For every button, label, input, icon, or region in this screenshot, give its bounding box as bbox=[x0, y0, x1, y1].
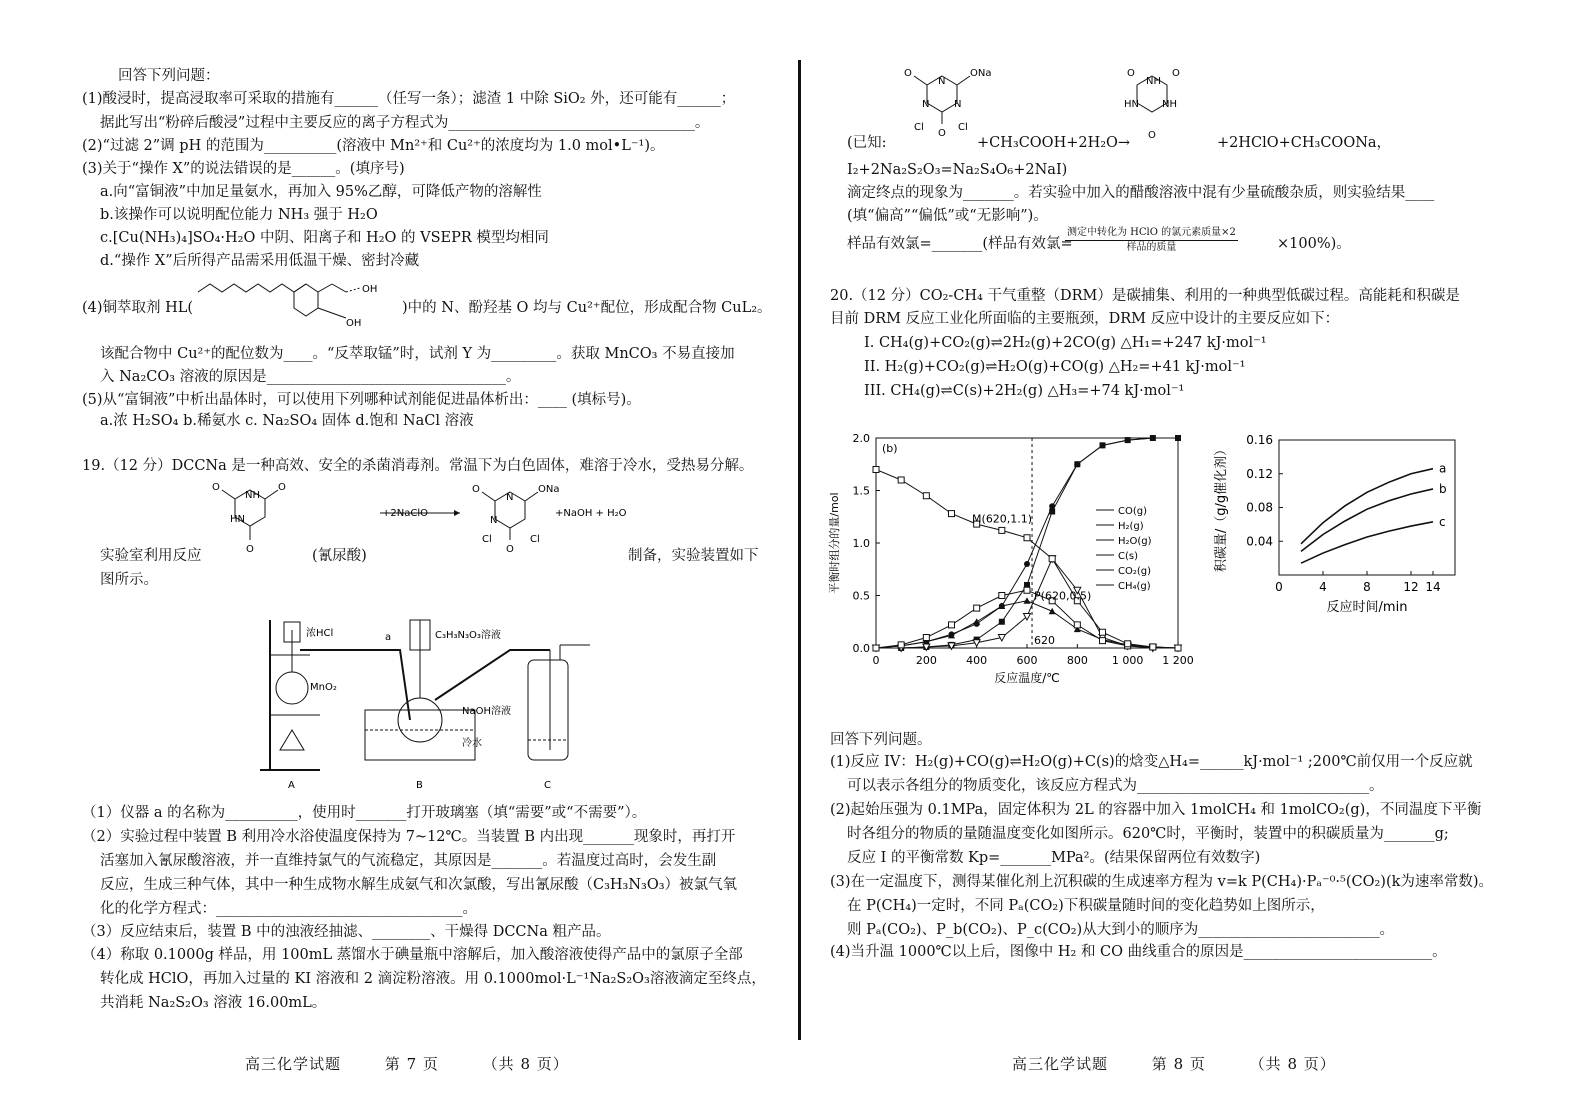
data-point bbox=[1100, 638, 1106, 644]
equilibrium-chart bbox=[824, 428, 1194, 700]
svg-text:O: O bbox=[278, 482, 286, 493]
data-point bbox=[1024, 561, 1030, 567]
footer-total: （共 8 页） bbox=[1249, 1055, 1336, 1073]
q5-text: (5)从“富铜液”中析出晶体时，可以使用下列哪种试剂能促进晶体析出：____ (填标号)。 bbox=[82, 392, 641, 408]
naoh-solution-label: NaOH溶液 bbox=[462, 706, 511, 717]
y-tick-label: 0.12 bbox=[1246, 466, 1273, 481]
label-c: C bbox=[544, 780, 551, 791]
data-point bbox=[1100, 442, 1106, 448]
data-point bbox=[1100, 629, 1106, 635]
eff-denominator: 样品的质量 bbox=[1126, 242, 1177, 253]
svg-text:Cl: Cl bbox=[530, 534, 540, 545]
footer-page: 第 8 页 bbox=[1151, 1055, 1206, 1073]
a1-line2: 可以表示各组分的物质变化，该反应方程式为________________________________。 bbox=[847, 778, 1384, 794]
reaction-3: III. CH₄(g)⇌C(s)+2H₂(g) △H₃=+74 kJ·mol⁻¹ bbox=[864, 383, 1185, 399]
data-point bbox=[1074, 461, 1080, 467]
s4-line3: 共消耗 Na₂S₂O₃ 溶液 16.00mL。 bbox=[100, 995, 327, 1011]
q3-option-c: c.[Cu(NH₃)₄]SO₄·H₂O 中阴、阳离子和 H₂O 的 VSEPR 模型均相同 bbox=[100, 230, 549, 246]
reaction-1: I. CH₄(g)+CO₂(g)⇌2H₂(g)+2CO(g) △H₁=+247 kJ·mol⁻¹ bbox=[864, 335, 1267, 351]
q19-fig-text: 图所示。 bbox=[100, 572, 158, 588]
series-line-2 bbox=[876, 601, 1178, 648]
y-tick-label: 1.0 bbox=[852, 537, 870, 550]
data-point bbox=[1049, 503, 1055, 509]
dcc-reaction-scheme bbox=[210, 478, 640, 558]
mno2-label: MnO₂ bbox=[310, 682, 337, 693]
data-point bbox=[898, 477, 904, 483]
funnel-a-label: a bbox=[385, 632, 392, 643]
y-tick-label: 2.0 bbox=[852, 432, 870, 445]
q2-text: (2)“过滤 2”调 pH 的范围为__________(溶液中 Mn²⁺和 Cu²⁺的浓度均为 1.0 mol•L⁻¹)。 bbox=[82, 138, 665, 154]
known-structures bbox=[892, 62, 1212, 142]
data-point bbox=[873, 467, 879, 473]
iodine-eq: I₂+2Na₂S₂O₃=Na₂S₄O₆+2NaI) bbox=[847, 162, 1068, 178]
q4-pre: (4)铜萃取剂 HL( bbox=[82, 300, 194, 316]
svg-text:O: O bbox=[246, 544, 254, 555]
data-point bbox=[999, 527, 1005, 533]
footer-total: （共 8 页） bbox=[482, 1055, 569, 1073]
s4-line2: 转化成 HClO，再加入过量的 KI 溶液和 2 滴淀粉溶液。用 0.1000mol·L⁻¹Na₂S₂O₃溶液滴定至终点， bbox=[100, 971, 766, 987]
series-label-b: b bbox=[1439, 481, 1447, 496]
q19-prep-b: (氰尿酸) bbox=[312, 548, 367, 564]
svg-text:OH: OH bbox=[362, 284, 378, 295]
svg-text:O: O bbox=[904, 68, 912, 79]
data-point bbox=[999, 593, 1005, 599]
y-tick-label: 0.5 bbox=[852, 589, 870, 603]
a2-line2: 时各组分的物质的量随温度变化如图所示。620℃时，平衡时，装置中的积碳质量为_______g; bbox=[847, 826, 1449, 842]
cold-water-label: 冷水 bbox=[462, 738, 482, 749]
svg-text:O: O bbox=[1172, 68, 1180, 79]
annotation: P(620,0.5) bbox=[1034, 589, 1092, 603]
page-8 bbox=[802, 0, 1587, 1115]
data-point bbox=[1150, 644, 1156, 650]
y-axis-label: 平衡时组分的量/mol bbox=[828, 492, 841, 594]
data-point bbox=[1074, 622, 1080, 628]
eff-fraction bbox=[1065, 226, 1238, 255]
svg-text:O: O bbox=[472, 484, 480, 495]
x-tick-label: 4 bbox=[1319, 580, 1327, 594]
chart-title: (b) bbox=[882, 442, 898, 455]
data-point bbox=[1150, 435, 1156, 441]
a3-line1: (3)在一定温度下，测得某催化剂上沉积碳的生成速率方程为 v=k P(CH₄)·Pₐ⁻⁰·⁵(CO₂)(k为速率常数)。 bbox=[830, 874, 1494, 890]
q3-option-a: a.向“富铜液”中加足量氨水，再加入 95%乙醇，可降低产物的溶解性 bbox=[100, 184, 542, 200]
answer-intro: 回答下列问题。 bbox=[830, 732, 932, 748]
data-point bbox=[1125, 641, 1131, 647]
s2-line3: 反应，生成三种气体，其中一种生成物水解生成氨气和次氯酸，写出氰尿酸（C₃H₃N₃O₃）被氯气氧 bbox=[100, 877, 738, 893]
svg-text:O: O bbox=[1148, 130, 1156, 141]
footer-page: 第 7 页 bbox=[384, 1055, 439, 1073]
a3-line3: 则 Pₐ(CO₂)、P_b(CO₂)、P_c(CO₂)从大到小的顺序为_________________________。 bbox=[847, 922, 1394, 938]
q19-prep-a: 实验室利用反应 bbox=[100, 548, 202, 564]
known-mid: +CH₃COOH+2H₂O→ bbox=[977, 135, 1131, 151]
svg-text:Cl: Cl bbox=[914, 122, 924, 133]
s4-line1: （4）称取 0.1000g 样品，用 100mL 蒸馏水于碘量瓶中溶解后，加入酸溶液使得产品中的氯原子全部 bbox=[82, 947, 743, 963]
y-tick-label: 0.04 bbox=[1246, 534, 1273, 549]
svg-text:N: N bbox=[490, 515, 498, 526]
data-point bbox=[1175, 645, 1181, 651]
footer-title: 高三化学试题 bbox=[1012, 1055, 1109, 1073]
x-tick-label: 0 bbox=[1275, 580, 1283, 594]
x-tick-label: 1 200 bbox=[1162, 654, 1194, 667]
footer-left bbox=[245, 1053, 607, 1074]
data-point bbox=[1024, 587, 1030, 593]
svg-text:N: N bbox=[506, 492, 514, 503]
legend-label: CO(g) bbox=[1118, 506, 1148, 517]
x-tick-label: 0 bbox=[872, 654, 880, 667]
y-tick-label: 0.16 bbox=[1246, 433, 1273, 447]
s2-line1: （2）实验过程中装置 B 利用冷水浴使温度保持为 7~12℃。当装置 B 内出现_______现象时，再打开 bbox=[82, 829, 736, 845]
data-point bbox=[923, 635, 929, 641]
data-point bbox=[923, 493, 929, 499]
legend-label: H₂(g) bbox=[1118, 521, 1144, 532]
q4-post: )中的 N、酚羟基 O 均与 Cu²⁺配位，形成配合物 CuL₂。 bbox=[402, 300, 772, 316]
known-pre: (已知: bbox=[847, 135, 887, 151]
label-b: B bbox=[416, 780, 423, 791]
x-axis-label: 反应时间/min bbox=[1326, 600, 1408, 615]
svg-text:Cl: Cl bbox=[482, 534, 492, 545]
y-tick-label: 1.5 bbox=[852, 484, 870, 498]
q1-line2: 据此写出“粉碎后酸浸”过程中主要反应的离子方程式为__________________________________。 bbox=[100, 115, 710, 131]
x-tick-label: 800 bbox=[1066, 654, 1088, 667]
eff-post: ×100%)。 bbox=[1277, 236, 1351, 252]
q20-line1: 20.（12 分）CO₂-CH₄ 干气重整（DRM）是碳捕集、利用的一种典型低碳过程。高能耗和积碳是 bbox=[830, 288, 1460, 304]
q20-line2: 目前 DRM 反应工业化所面临的主要瓶颈，DRM 反应中设计的主要反应如下： bbox=[830, 311, 1340, 327]
s3-text: （3）反应结束后，装置 B 中的浊液经抽滤、________、干燥得 DCCNa 粗产品。 bbox=[82, 924, 611, 940]
q19-prep-c: 制备，实验装置如下 bbox=[628, 548, 759, 564]
naclo-label: +2NaClO bbox=[382, 508, 428, 519]
q5-options: a.浓 H₂SO₄ b.稀氨水 c. Na₂SO₄ 固体 d.饱和 NaCl 溶液 bbox=[100, 413, 474, 429]
svg-text:O: O bbox=[212, 482, 220, 493]
svg-text:N: N bbox=[938, 76, 946, 87]
known-post: +2HClO+CH₃COONa， bbox=[1217, 135, 1392, 151]
reaction-2: II. H₂(g)+CO₂(g)⇌H₂O(g)+CO(g) △H₂=+41 kJ·mol⁻¹ bbox=[864, 359, 1246, 375]
data-point bbox=[1024, 535, 1030, 541]
annotation: M(620,1.1) bbox=[972, 512, 1033, 526]
carbon-deposit-chart bbox=[1207, 432, 1507, 622]
q4-line3: 入 Na₂CO₃ 溶液的原因是_________________________________。 bbox=[100, 369, 521, 385]
apparatus-diagram bbox=[240, 600, 600, 795]
q3-text: (3)关于“操作 X”的说法错误的是______。(填序号) bbox=[82, 161, 405, 177]
data-point bbox=[898, 642, 904, 648]
page-divider bbox=[798, 60, 801, 1040]
svg-text:ONa: ONa bbox=[538, 484, 560, 495]
footer-right bbox=[1012, 1053, 1374, 1074]
svg-text:N: N bbox=[922, 99, 930, 110]
data-point bbox=[1049, 608, 1056, 615]
q19-intro: 19.（12 分）DCCNa 是一种高效、安全的杀菌消毒剂。常温下为白色固体，难溶于冷水，受热易分解。 bbox=[82, 458, 754, 474]
svg-text:HN: HN bbox=[230, 514, 245, 525]
intro-text: 回答下列问题： bbox=[118, 68, 220, 84]
svg-text:O: O bbox=[1127, 68, 1135, 79]
svg-text:Cl: Cl bbox=[958, 122, 968, 133]
a3-line2: 在 P(CH₄)一定时，不同 Pₐ(CO₂)下积碳量随时间的变化趋势如上图所示， bbox=[847, 898, 1325, 914]
x-tick-label: 400 bbox=[966, 654, 988, 667]
svg-text:NH: NH bbox=[245, 490, 260, 501]
series-label-c: c bbox=[1439, 514, 1446, 529]
a2-line3: 反应 I 的平衡常数 Kp=_______MPa²。(结果保留两位有效数字) bbox=[847, 850, 1261, 866]
x-tick-label: 600 bbox=[1016, 654, 1038, 667]
conc-hcl-label: 浓HCl bbox=[306, 628, 334, 639]
data-point bbox=[1049, 556, 1055, 562]
series-line-c bbox=[1301, 522, 1433, 563]
y-tick-label: 0.08 bbox=[1246, 500, 1273, 515]
series-line-a bbox=[1301, 469, 1433, 544]
data-point bbox=[1125, 437, 1131, 443]
footer-title: 高三化学试题 bbox=[245, 1055, 342, 1073]
legend-label: H₂O(g) bbox=[1118, 536, 1152, 547]
data-point bbox=[873, 645, 879, 651]
a2-line1: (2)起始压强为 0.1MPa，固定体积为 2L 的容器中加入 1molCH₄ 和 1molCO₂(g)，不同温度下平衡 bbox=[830, 802, 1482, 818]
x-tick-label: 14 bbox=[1425, 580, 1441, 594]
eff-pre: 样品有效氯=_______(样品有效氯= bbox=[847, 236, 1073, 252]
svg-text:ONa: ONa bbox=[970, 68, 992, 79]
label-a: A bbox=[288, 780, 295, 791]
data-point bbox=[949, 511, 955, 517]
q4-line2: 该配合物中 Cu²⁺的配位数为____。“反萃取锰”时，试剂 Y 为_________。获取 MnCO₃ 不易直接加 bbox=[100, 346, 735, 362]
hl-structure-image bbox=[196, 282, 401, 330]
s1-text: （1）仪器 a 的名称为__________，使用时_______打开玻璃塞（填“需要”或“不需要”）。 bbox=[82, 805, 647, 821]
y-tick-label: 0.0 bbox=[852, 642, 870, 655]
svg-text:NH: NH bbox=[1162, 99, 1177, 110]
q1-line1: (1)酸浸时，提高浸取率可采取的措施有______（任写一条）；滤渣 1 中除 SiO₂ 外，还可能有______； bbox=[82, 91, 736, 107]
x-tick-label: 200 bbox=[915, 654, 937, 667]
y-axis-label: 积碳量/（g/g催化剂） bbox=[1214, 442, 1229, 573]
data-point bbox=[999, 619, 1005, 625]
svg-text:OH: OH bbox=[346, 318, 362, 329]
data-point bbox=[1024, 597, 1031, 604]
s2-line4: 化的化学方程式：__________________________________。 bbox=[100, 901, 477, 917]
s2-line2: 活塞加入氰尿酸溶液，并一直维持氯气的气流稳定，其原因是_______。若温度过高时，会发生副 bbox=[100, 853, 717, 869]
svg-text:O: O bbox=[506, 544, 514, 555]
eff-numerator: 测定中转化为 HClO 的氯元素质量×2 bbox=[1065, 226, 1238, 241]
a4-text: (4)当升温 1000℃以上后，图像中 H₂ 和 CO 曲线重合的原因是__________________________。 bbox=[830, 944, 1447, 960]
data-point bbox=[949, 622, 955, 628]
x-tick-label: 12 bbox=[1403, 580, 1419, 594]
annotation: 620 bbox=[1034, 634, 1056, 647]
x-tick-label: 8 bbox=[1363, 580, 1371, 594]
q3-option-d: d.“操作 X”后所得产品需采用低温干燥、密封冷藏 bbox=[100, 253, 420, 269]
svg-text:O: O bbox=[938, 128, 946, 139]
series-label-a: a bbox=[1439, 461, 1447, 476]
data-point bbox=[1175, 435, 1181, 441]
data-point bbox=[974, 605, 980, 611]
series-line-b bbox=[1301, 489, 1433, 551]
svg-text:HN: HN bbox=[1124, 99, 1139, 110]
legend-label: CO₂(g) bbox=[1118, 566, 1152, 577]
q3-option-b: b.该操作可以说明配位能力 NH₃ 强于 H₂O bbox=[100, 207, 378, 223]
endpoint-line2: (填“偏高”“偏低”或“无影响”)。 bbox=[847, 208, 1048, 224]
cyanuric-solution-label: C₃H₃N₃O₃溶液 bbox=[435, 630, 501, 641]
endpoint-line1: 滴定终点的现象为_______。若实验中加入的醋酸溶液中混有少量硫酸杂质，则实验结果____ bbox=[847, 185, 1435, 201]
x-axis-label: 反应温度/℃ bbox=[994, 671, 1060, 685]
plot-frame bbox=[1279, 440, 1455, 575]
legend-label: C(s) bbox=[1118, 551, 1138, 562]
naoh-water-label: +NaOH + H₂O bbox=[555, 508, 627, 519]
a1-line1: (1)反应 IV：H₂(g)+CO(g)⇌H₂O(g)+C(s)的焓变△H₄=______kJ·mol⁻¹ ;200℃前仅用一个反应就 bbox=[830, 754, 1473, 770]
svg-text:NH: NH bbox=[1146, 76, 1161, 87]
svg-text:N: N bbox=[954, 99, 962, 110]
x-tick-label: 1 000 bbox=[1111, 654, 1144, 667]
legend-label: CH₄(g) bbox=[1118, 581, 1151, 592]
